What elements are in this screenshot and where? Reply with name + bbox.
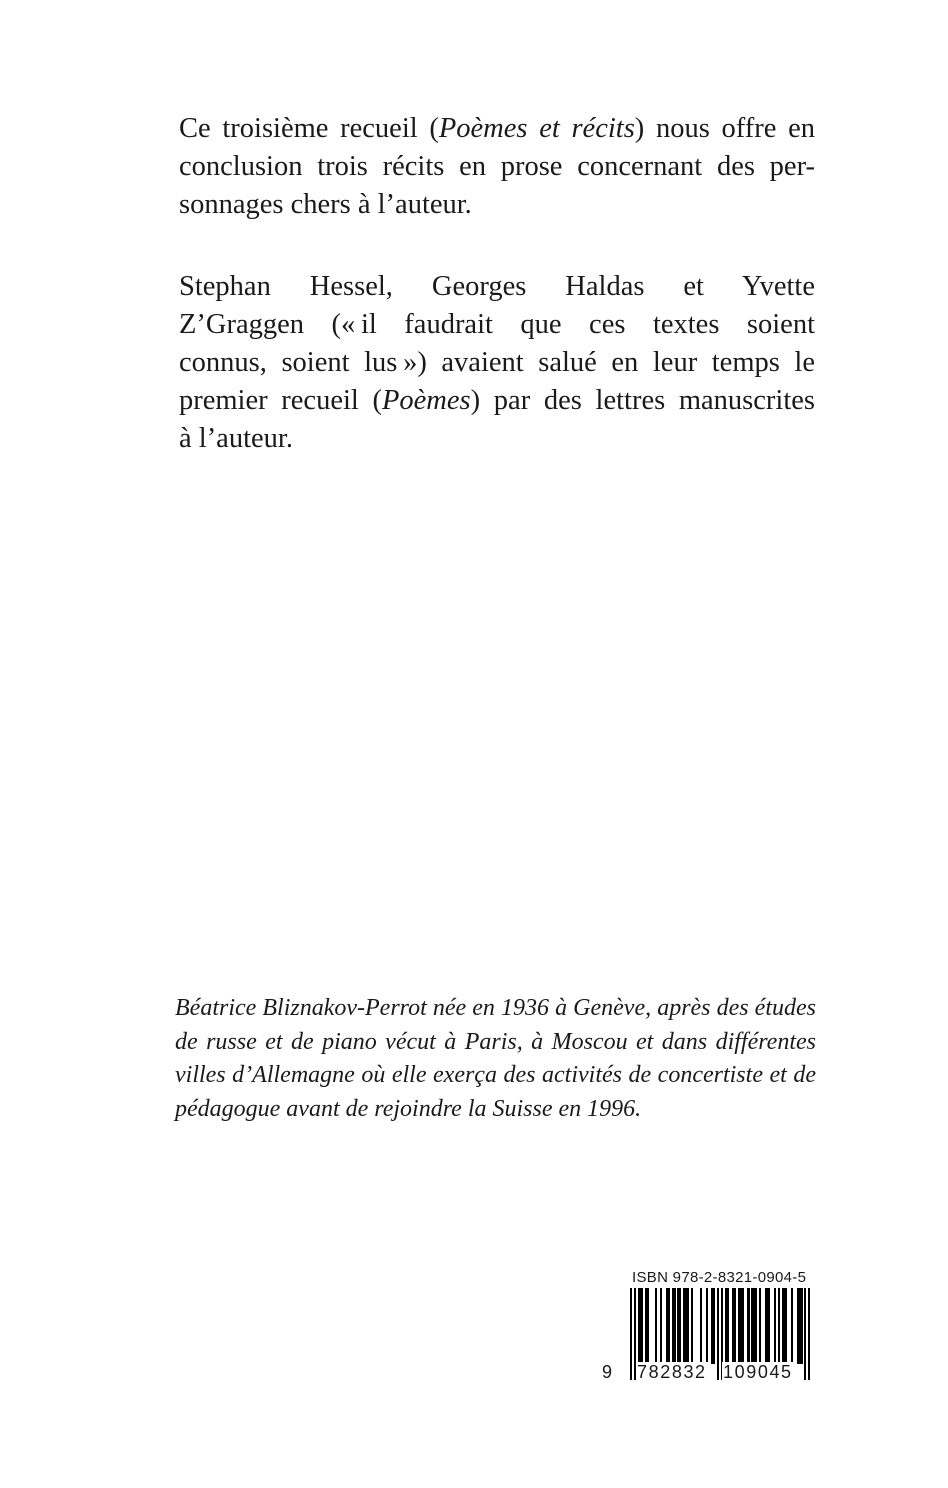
barcode-bar (778, 1288, 780, 1364)
barcode-bar (785, 1288, 787, 1364)
barcode-bar (674, 1288, 676, 1364)
barcode-bar (687, 1288, 689, 1364)
barcode-bar (717, 1288, 719, 1380)
barcode-left-digits: 782832 (637, 1362, 707, 1382)
text-fragment: Ce troisième recueil ( (179, 113, 439, 144)
blurb-p1-line-2: conclusion trois récits en prose concernant des per- (179, 151, 815, 182)
text-fragment: ) par des lettres manuscrites (470, 385, 815, 416)
barcode-right-digits: 109045 (723, 1362, 793, 1382)
blurb-p1-line-3: sonnages chers à l’auteur. (179, 189, 472, 220)
barcode-bar (808, 1288, 810, 1380)
barcode-bar (630, 1288, 632, 1380)
author-bio-line-4: pédagogue avant de rejoindre la Suisse en 1996. (175, 1095, 642, 1122)
book-title-italic: Poèmes (382, 385, 471, 416)
text-fragment: premier recueil ( (179, 385, 382, 416)
author-bio-line-1: Béatrice Bliznakov-Perrot née en 1936 à Genève, après des études (175, 995, 816, 1021)
barcode-bar (768, 1288, 770, 1364)
barcode-bar (679, 1288, 681, 1364)
blurb-p2-line-3: connus, soient lus ») avaient salué en leur temps le (179, 347, 815, 378)
blurb-p1-line-1 (179, 110, 815, 148)
barcode-bar (713, 1288, 715, 1364)
barcode-bar (706, 1288, 708, 1364)
barcode-bar (755, 1288, 757, 1364)
barcode-bar (641, 1288, 643, 1364)
barcode-bar (647, 1288, 649, 1364)
blurb-paragraph-1 (179, 110, 815, 224)
book-title-italic: Poèmes et récits (438, 113, 635, 144)
barcode-bar (727, 1288, 729, 1364)
barcode-bar (747, 1288, 749, 1364)
barcode-lead-digit: 9 (602, 1362, 613, 1382)
barcode-bar (691, 1288, 693, 1364)
text-fragment: ) nous offre en (634, 113, 816, 144)
barcode-bar (700, 1288, 702, 1364)
blurb-p2-line-2: Z’Graggen (« il faudrait que ces textes soient (179, 309, 815, 340)
barcode-bar (804, 1288, 806, 1380)
blurb-paragraph-2 (179, 268, 815, 458)
blurb-p2-line-5: à l’auteur. (179, 423, 293, 454)
author-bio-line-2: de russe et de piano vécut à Paris, à Moscou et dans différentes (175, 1028, 816, 1055)
isbn-label: ISBN 978-2-8321-0904-5 (632, 1269, 807, 1286)
author-bio-line-3: villes d’Allemagne où elle exerça des activités de concertiste et de (175, 1062, 816, 1088)
blurb-p2-line-4 (179, 382, 815, 420)
barcode-bar (774, 1288, 776, 1364)
barcode-bar (655, 1288, 657, 1364)
barcode-bar (742, 1288, 744, 1364)
barcode-bar (660, 1288, 662, 1364)
barcode-bar (668, 1288, 670, 1364)
author-bio (175, 992, 816, 1126)
blurb-p2-line-1: Stephan Hessel, Georges Haldas et Yvette (179, 271, 815, 302)
barcode-bar (801, 1288, 803, 1364)
barcode-bar (791, 1288, 793, 1364)
barcode-bar (759, 1288, 761, 1364)
barcode-bar (734, 1288, 736, 1364)
